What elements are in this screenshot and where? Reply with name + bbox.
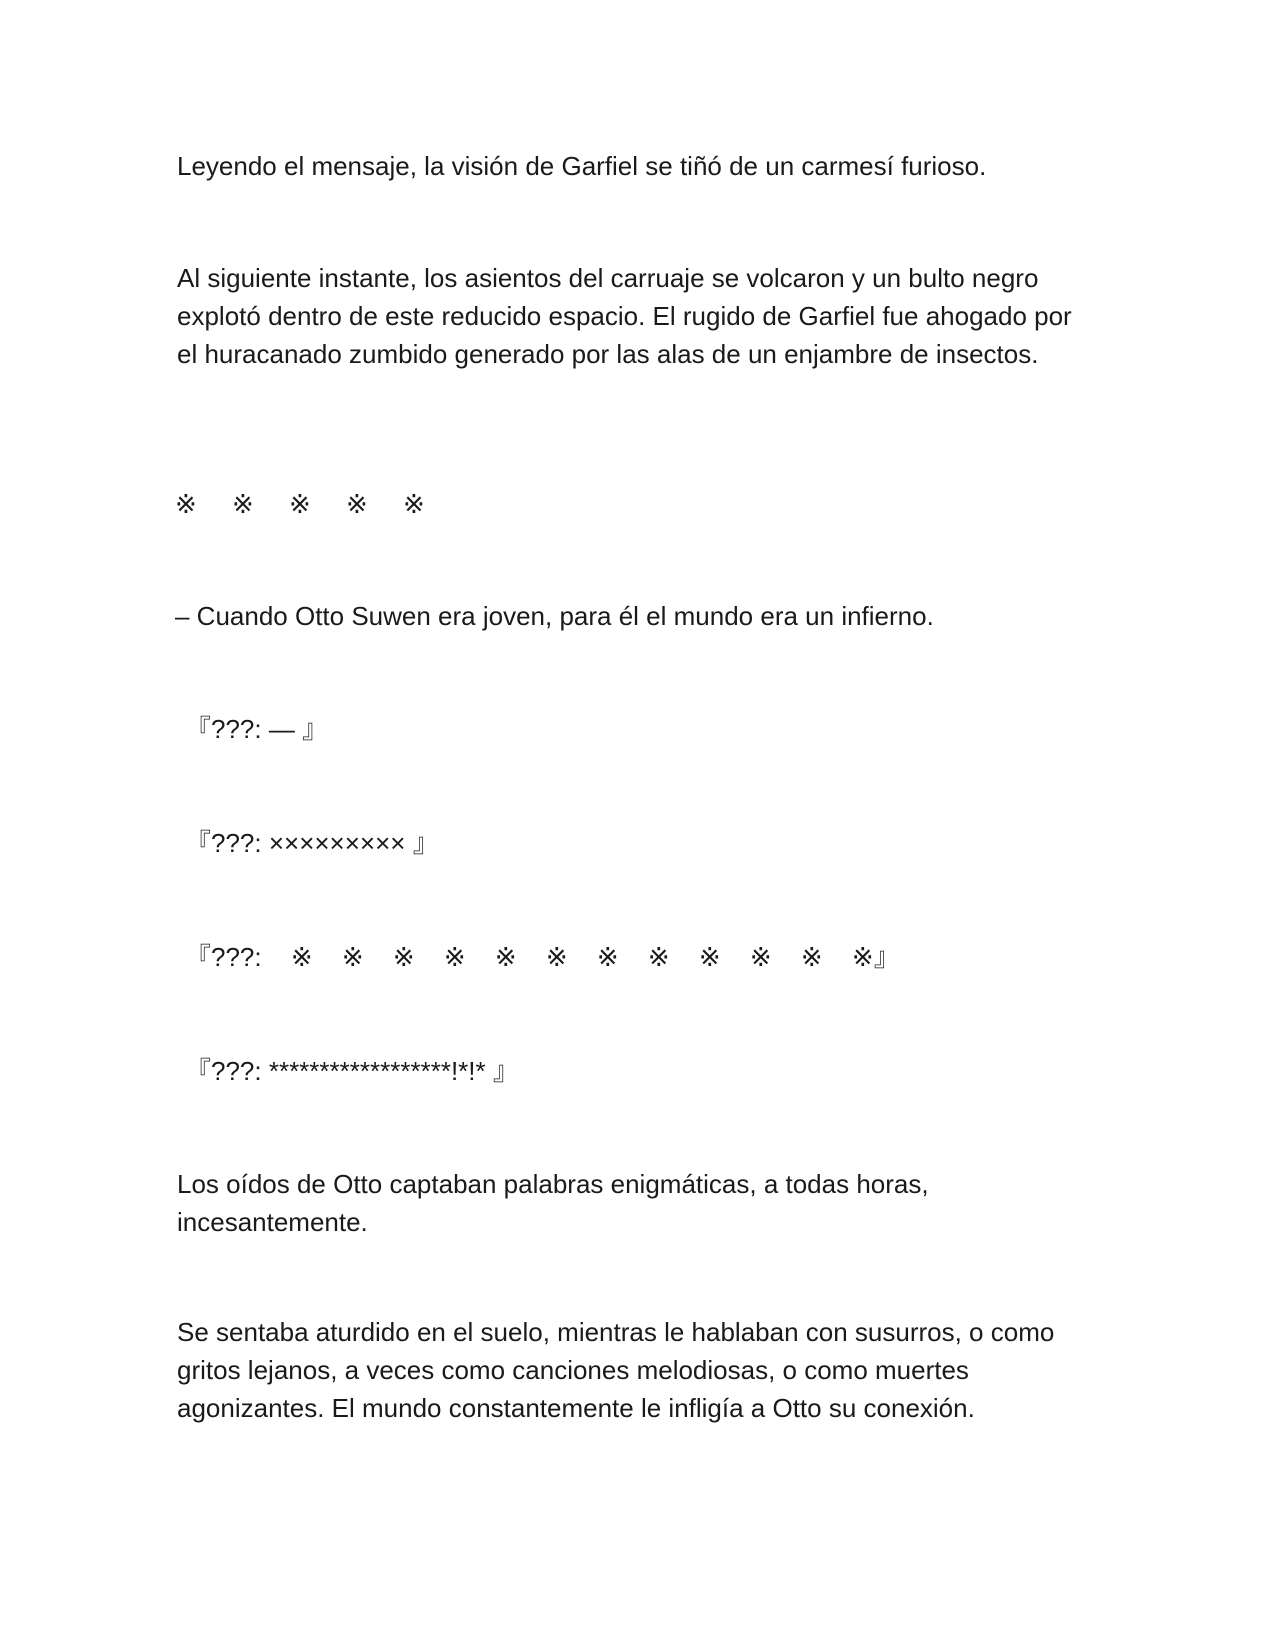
dialogue-line: 『???: ******************!*!* 』 (185, 1056, 519, 1086)
section-separator: ※ ※ ※ ※ ※ (175, 489, 425, 519)
paragraph: Se sentaba aturdido en el suelo, mientras le hablaban con susurros, o como gritos lejanos, a veces como canciones melodiosas, o como muertes agonizantes. El mundo constantemente le infligía a Otto su conexión. (177, 1317, 1055, 1423)
paragraph: Los oídos de Otto captaban palabras enigmáticas, a todas horas, incesantemente. (177, 1169, 929, 1237)
paragraph: – Cuando Otto Suwen era joven, para él el mundo era un infierno. (175, 601, 934, 631)
paragraph: Al siguiente instante, los asientos del carruaje se volcaron y un bulto negro explotó dentro de este reducido espacio. El rugido de Garfiel fue ahogado por el huracanado zumbido generado por las alas de un enjambre de insectos. (177, 263, 1072, 369)
dialogue-line: 『???: — 』 (185, 714, 329, 744)
paragraph: Leyendo el mensaje, la visión de Garfiel se tiñó de un carmesí furioso. (177, 151, 987, 181)
dialogue-line: 『???: ××××××××× 』 (185, 828, 439, 858)
dialogue-line: 『???: ※ ※ ※ ※ ※ ※ ※ ※ ※ ※ ※ ※』 (185, 942, 900, 972)
